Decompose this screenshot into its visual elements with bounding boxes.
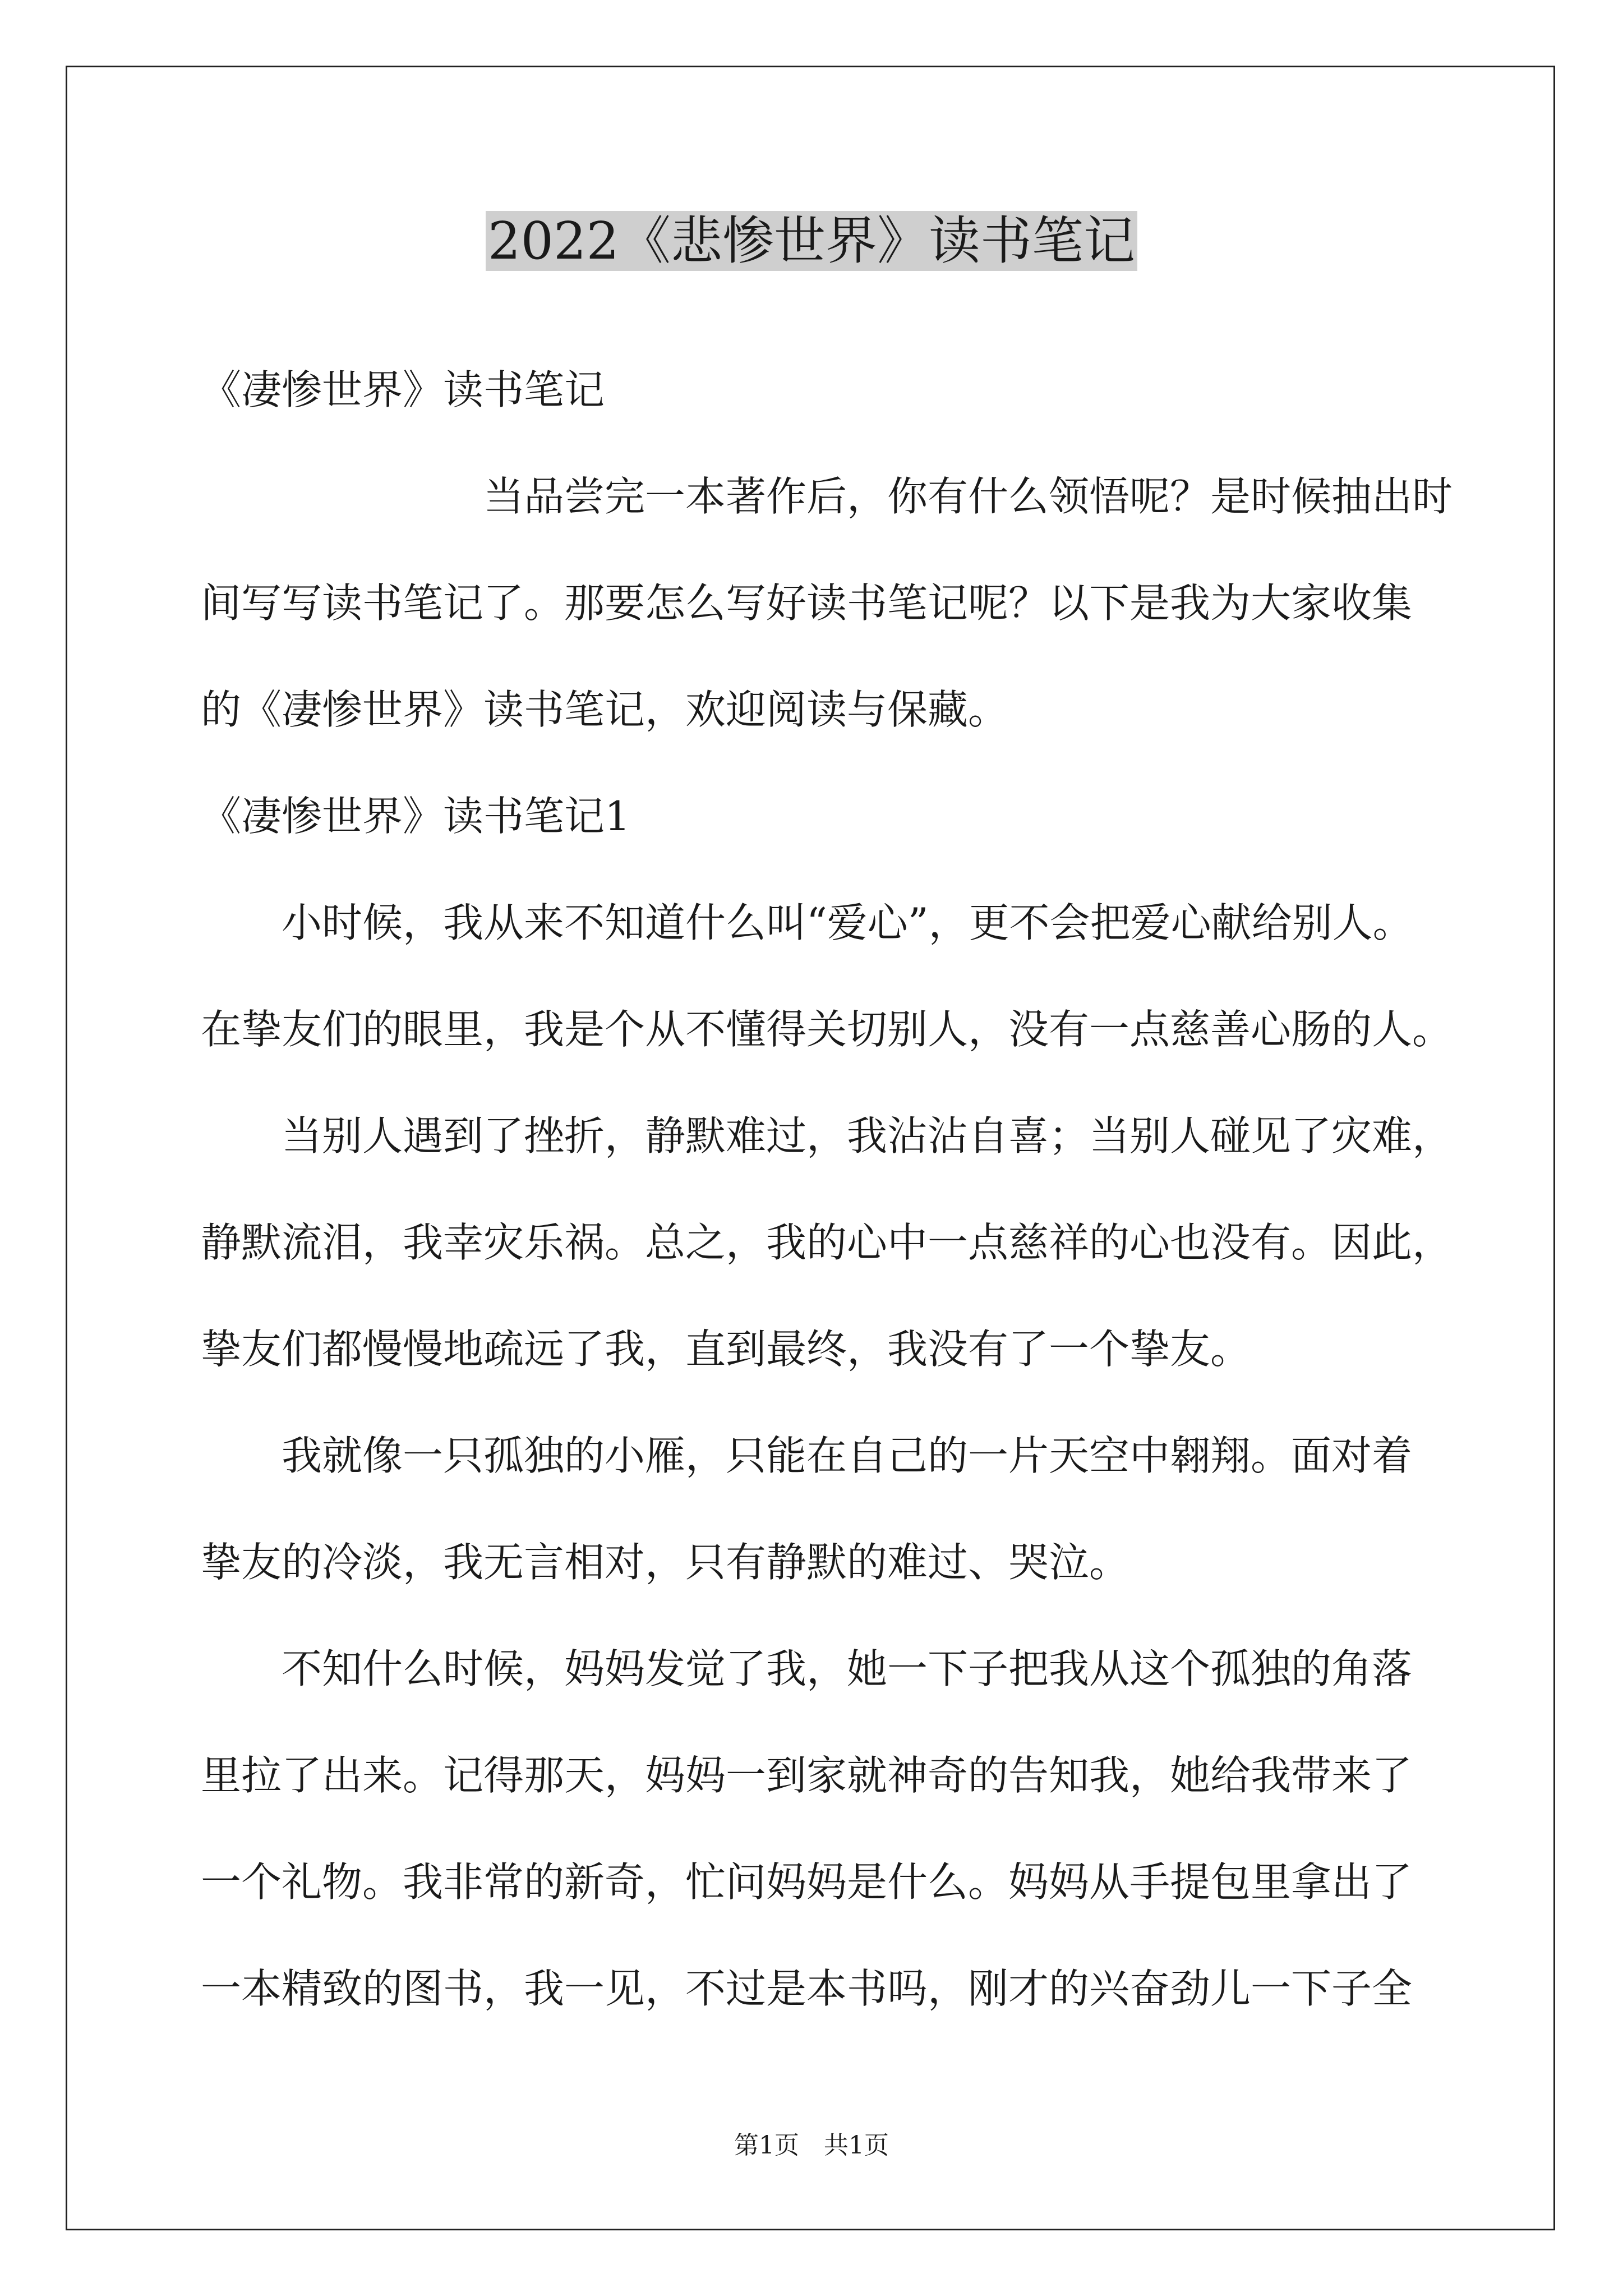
- body-line: 静默流泪，我幸灾乐祸。总之，我的心中一点慈祥的心也没有。因此，: [201, 1219, 1453, 1266]
- body-line: 当别人遇到了挫折，静默难过，我沾沾自喜；当别人碰见了灾难，: [201, 1112, 1453, 1159]
- body-line: 一个礼物。我非常的新奇，忙问妈妈是什么。妈妈从手提包里拿出了: [201, 1858, 1413, 1906]
- body-line: 我就像一只孤独的小雁，只能在自己的一片天空中翱翔。面对着: [201, 1432, 1413, 1479]
- body-line: 一本精致的图书，我一见，不过是本书吗，刚才的兴奋劲儿一下子全: [201, 1965, 1413, 2012]
- body-line: 不知什么时候，妈妈发觉了我，她一下子把我从这个孤独的角落: [201, 1645, 1413, 1692]
- document-title: [0, 202, 1623, 280]
- body-line: 挚友的冷淡，我无言相对，只有静默的难过、哭泣。: [201, 1539, 1130, 1586]
- body-line: 里拉了出来。记得那天，妈妈一到家就神奇的告知我，她给我带来了: [201, 1752, 1413, 1799]
- body-line: 的《凄惨世界》读书笔记，欢迎阅读与保藏。: [201, 686, 1009, 733]
- document-body: [201, 337, 1453, 2042]
- body-line: 当品尝完一本著作后，你有什么领悟呢？是时候抽出时: [201, 473, 1453, 520]
- body-line: 《凄惨世界》读书笔记1: [201, 793, 630, 840]
- body-line: 挚友们都慢慢地疏远了我，直到最终，我没有了一个挚友。: [201, 1326, 1251, 1373]
- document-title-text: 2022《悲惨世界》读书笔记: [486, 211, 1137, 271]
- body-line: 《凄惨世界》读书笔记: [201, 366, 605, 413]
- body-line: 间写写读书笔记了。那要怎么写好读书笔记呢？以下是我为大家收集: [201, 579, 1413, 627]
- body-line: 在挚友们的眼里，我是个从不懂得关切别人，没有一点慈善心肠的人。: [201, 1006, 1453, 1053]
- body-line: 小时候，我从来不知道什么叫“爱心”，更不会把爱心献给别人。: [201, 899, 1413, 946]
- page-footer: 第1页 共1页: [734, 2131, 889, 2160]
